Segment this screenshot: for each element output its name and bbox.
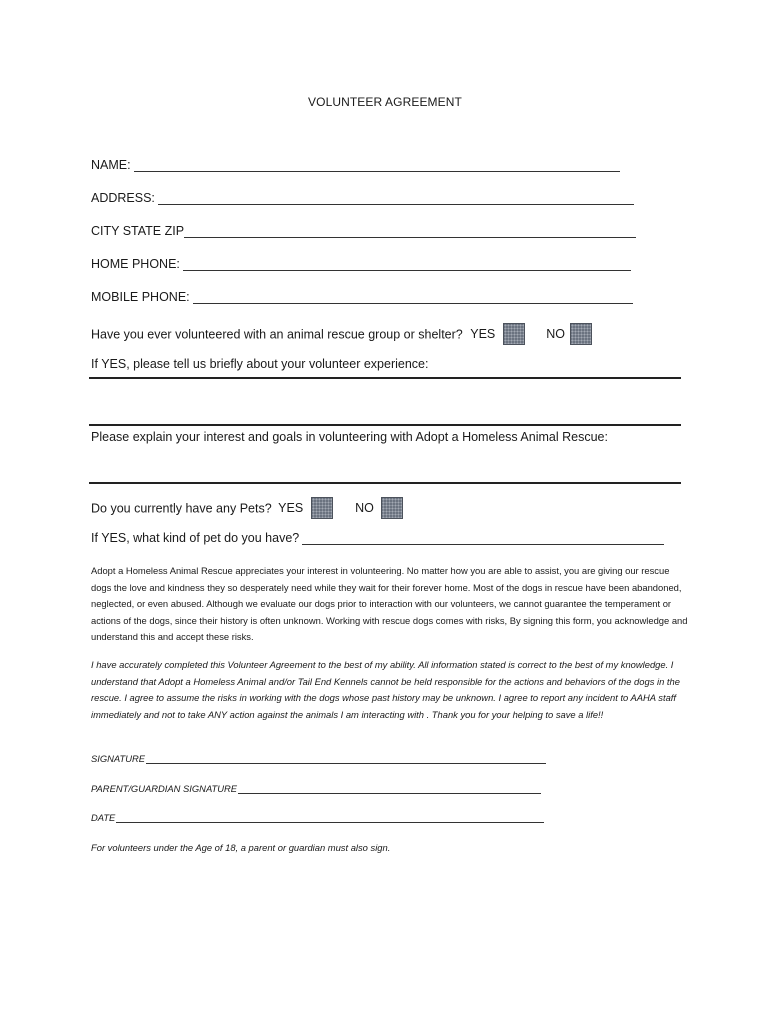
home-phone-label: HOME PHONE: bbox=[91, 257, 180, 271]
risk-paragraph: Adopt a Homeless Animal Rescue appreciates your interest in volunteering. No matter how you are able to assist, you are giving our rescue dogs the love and kindness they so desperately need while they wait for their forever home. Most of the dogs in rescue have been abandoned, neglected, or even abused. Although we evaluate our dogs prior to interaction with our volunteers, we cannot guarantee the temperament or actions of the dogs, since their history is often unknown. Working with rescue dogs comes with risks, By signing this form, you acknowledge and understand this and accept these risks. bbox=[91, 565, 688, 642]
parent-signature-input-line[interactable] bbox=[238, 784, 541, 794]
city-state-zip-label: CITY STATE ZIP bbox=[91, 224, 185, 238]
agreement-paragraph: I have accurately completed this Volunteer Agreement to the best of my ability. All information stated is correct to the best of my knowledge. I understand that Adopt a Homeless Animal and/or Tail End Kennels cannot be held responsible for the actions and behaviors of the dogs in the rescue. I agree to assume the risks in working with the dogs whose past history may be unknown. I agree to report any incident to AAHA staff immediately and not to take ANY action against the animals I am interacting with . Thank you for your helping to save a life!! bbox=[91, 659, 680, 720]
interest-answer-line[interactable] bbox=[89, 482, 681, 484]
address-label: ADDRESS: bbox=[91, 191, 155, 205]
mobile-phone-label: MOBILE PHONE: bbox=[91, 290, 190, 304]
volunteered-question bbox=[91, 324, 592, 346]
pets-no-checkbox[interactable] bbox=[381, 497, 403, 519]
name-input-line[interactable] bbox=[134, 159, 620, 172]
city-state-zip-field[interactable] bbox=[91, 224, 636, 238]
pets-no-label: NO bbox=[355, 501, 374, 516]
city-state-zip-input-line[interactable] bbox=[184, 225, 636, 238]
experience-answer-line-2[interactable] bbox=[89, 424, 681, 426]
volunteered-no-checkbox[interactable] bbox=[570, 323, 592, 345]
volunteered-yes-checkbox[interactable] bbox=[503, 323, 525, 345]
address-field[interactable] bbox=[91, 191, 634, 205]
volunteered-no-label: NO bbox=[546, 327, 565, 342]
pets-yes-label: YES bbox=[278, 501, 304, 516]
home-phone-field[interactable] bbox=[91, 257, 631, 271]
name-field[interactable] bbox=[91, 158, 620, 172]
pets-question-text: Do you currently have any Pets? bbox=[91, 501, 272, 516]
pets-question bbox=[91, 498, 403, 520]
date-input-line[interactable] bbox=[116, 813, 544, 823]
date-label: DATE bbox=[91, 812, 116, 823]
pet-kind-label: If YES, what kind of pet do you have? bbox=[91, 531, 300, 545]
mobile-phone-input-line[interactable] bbox=[193, 291, 633, 304]
signature-input-line[interactable] bbox=[146, 754, 546, 764]
mobile-phone-field[interactable] bbox=[91, 290, 633, 304]
signature-label: SIGNATURE bbox=[91, 753, 145, 764]
pet-kind-input-line[interactable] bbox=[302, 532, 664, 545]
volunteered-yes-label: YES bbox=[470, 327, 496, 342]
signature-field[interactable] bbox=[91, 753, 546, 764]
name-label: NAME: bbox=[91, 158, 131, 172]
interest-question: Please explain your interest and goals in volunteering with Adopt a Homeless Animal Rescue: bbox=[91, 430, 608, 444]
experience-question: If YES, please tell us briefly about your volunteer experience: bbox=[91, 357, 429, 371]
pets-yes-checkbox[interactable] bbox=[311, 497, 333, 519]
date-field[interactable] bbox=[91, 812, 544, 823]
volunteered-question-text: Have you ever volunteered with an animal rescue group or shelter? bbox=[91, 327, 463, 342]
parent-signature-field[interactable] bbox=[91, 783, 541, 794]
pet-kind-field[interactable] bbox=[91, 531, 664, 545]
parent-signature-label: PARENT/GUARDIAN SIGNATURE bbox=[91, 783, 238, 794]
experience-answer-line[interactable] bbox=[89, 377, 681, 379]
home-phone-input-line[interactable] bbox=[183, 258, 631, 271]
form-title: VOLUNTEER AGREEMENT bbox=[308, 95, 462, 109]
address-input-line[interactable] bbox=[158, 192, 634, 205]
minor-footnote: For volunteers under the Age of 18, a parent or guardian must also sign. bbox=[91, 842, 391, 853]
